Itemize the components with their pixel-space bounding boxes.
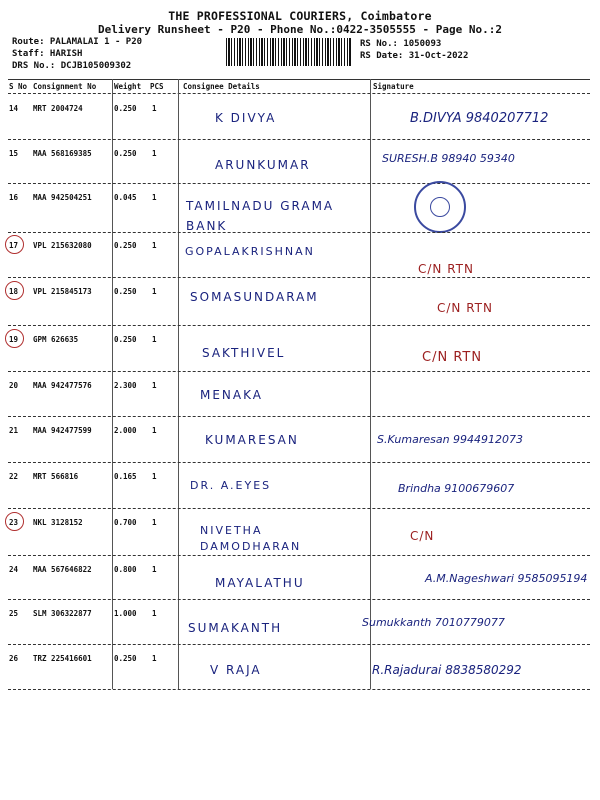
row-sno: 19	[9, 335, 19, 344]
col-sno: S No	[9, 82, 28, 91]
row-consignment: MAA 942477576	[33, 381, 92, 390]
row-sno: 21	[9, 426, 19, 435]
row-pcs: 1	[152, 193, 157, 202]
row-sno: 16	[9, 193, 19, 202]
consignee-name: NIVETHA DAMODHARAN	[200, 524, 302, 553]
row-consignment: TRZ 225416601	[33, 654, 92, 663]
signature-return-note: C/N RTN	[422, 350, 483, 365]
row-consignment: MAA 567646822	[33, 565, 92, 574]
row-weight: 2.300	[114, 381, 137, 390]
row-consignment: MAA 942477599	[33, 426, 92, 435]
row-sno: 25	[9, 609, 19, 618]
row-sno: 23	[9, 518, 19, 527]
row-rule	[8, 325, 590, 326]
header-rule	[8, 93, 590, 94]
row-rule	[8, 555, 590, 556]
consignee-name: MAYALATHU	[215, 576, 305, 590]
signature-return-note: C/N	[410, 529, 435, 543]
row-weight: 0.250	[114, 149, 137, 158]
row-pcs: 1	[152, 381, 157, 390]
col-signature: Signature	[373, 82, 414, 91]
row-sno: 18	[9, 287, 19, 296]
row-sno: 24	[9, 565, 19, 574]
meta-left	[12, 36, 142, 72]
row-weight: 0.700	[114, 518, 137, 527]
col-weight: Weight	[114, 82, 142, 91]
barcode	[226, 38, 352, 66]
consignee-name: SUMAKANTH	[188, 621, 283, 635]
row-consignment: MRT 2004724	[33, 104, 83, 113]
drs-label: DRS No.: DCJB105009302	[12, 61, 132, 71]
row-weight: 0.250	[114, 104, 137, 113]
row-weight: 1.000	[114, 609, 137, 618]
col-pcs: PCS	[150, 82, 164, 91]
row-pcs: 1	[152, 472, 157, 481]
signature: Sumukkanth 7010779077	[362, 616, 505, 629]
row-rule	[8, 232, 590, 233]
consignee-name: TAMILNADU GRAMA BANK	[186, 199, 335, 233]
row-weight: 0.250	[114, 654, 137, 663]
row-consignment: MAA 942504251	[33, 193, 92, 202]
row-sno: 22	[9, 472, 19, 481]
runsheet-subtitle: Delivery Runsheet - P20 - Phone No.:0422-3505555 - Page No.:2	[98, 23, 502, 36]
row-pcs: 1	[152, 104, 157, 113]
row-consignment: MRT 566816	[33, 472, 79, 481]
row-consignment: VPL 215845173	[33, 287, 92, 296]
row-consignment: GPM 626635	[33, 335, 79, 344]
rs-number: RS No.: 1050093	[360, 39, 442, 49]
staff-label: Staff: HARISH	[12, 49, 83, 59]
row-sno: 20	[9, 381, 19, 390]
row-weight: 0.250	[114, 335, 137, 344]
meta-right	[360, 38, 468, 62]
row-rule	[8, 508, 590, 509]
row-consignment: VPL 215632080	[33, 241, 92, 250]
row-consignment: SLM 306322877	[33, 609, 92, 618]
row-weight: 0.800	[114, 565, 137, 574]
row-rule	[8, 183, 590, 184]
signature: SURESH.B 98940 59340	[382, 152, 515, 165]
row-pcs: 1	[152, 241, 157, 250]
row-rule	[8, 644, 590, 645]
row-weight: 2.000	[114, 426, 137, 435]
row-sno: 17	[9, 241, 19, 250]
consignee-name: K DIVYA	[215, 111, 277, 125]
consignee-name: DR. A.EYES	[190, 479, 272, 492]
row-pcs: 1	[152, 518, 157, 527]
company-title: THE PROFESSIONAL COURIERS, Coimbatore	[168, 9, 432, 23]
row-rule	[8, 462, 590, 463]
row-sno: 15	[9, 149, 19, 158]
consignee-name: KUMARESAN	[205, 433, 299, 447]
signature-return-note: C/N RTN	[418, 262, 474, 276]
row-weight: 0.165	[114, 472, 137, 481]
row-rule	[8, 599, 590, 600]
consignee-name: ARUNKUMAR	[215, 158, 311, 172]
row-rule	[8, 416, 590, 417]
bank-seal-stamp	[414, 181, 466, 233]
row-pcs: 1	[152, 565, 157, 574]
route-label: Route: PALAMALAI 1 - P20	[12, 37, 143, 47]
row-weight: 0.250	[114, 287, 137, 296]
row-sno: 14	[9, 104, 19, 113]
signature: B.DIVYA 9840207712	[410, 111, 549, 126]
row-weight: 0.045	[114, 193, 137, 202]
row-pcs: 1	[152, 335, 157, 344]
table-row	[0, 511, 600, 564]
row-pcs: 1	[152, 287, 157, 296]
row-pcs: 1	[152, 149, 157, 158]
signature: R.Rajadurai 8838580292	[372, 663, 522, 677]
col-consignee: Consignee Details	[183, 82, 260, 91]
signature-return-note: C/N RTN	[437, 301, 493, 315]
signature: Brindha 9100679607	[398, 482, 515, 495]
row-sno: 26	[9, 654, 19, 663]
row-pcs: 1	[152, 426, 157, 435]
row-rule	[8, 371, 590, 372]
consignee-name: SOMASUNDARAM	[190, 290, 319, 304]
col-consignment: Consignment No	[33, 82, 97, 91]
table-top-rule	[8, 79, 590, 80]
consignee-name: MENAKA	[200, 388, 263, 402]
row-rule	[8, 139, 590, 140]
consignee-name: SAKTHIVEL	[202, 346, 286, 360]
consignee-name: GOPALAKRISHNAN	[185, 245, 315, 258]
signature: S.Kumaresan 9944912073	[377, 433, 524, 446]
row-consignment: MAA 568169385	[33, 149, 92, 158]
table-row	[0, 647, 600, 700]
row-rule	[8, 689, 590, 690]
row-weight: 0.250	[114, 241, 137, 250]
row-pcs: 1	[152, 609, 157, 618]
row-rule	[8, 277, 590, 278]
row-pcs: 1	[152, 654, 157, 663]
rs-date: RS Date: 31-Oct-2022	[360, 51, 469, 61]
consignee-name: V RAJA	[210, 663, 262, 677]
row-consignment: NKL 3128152	[33, 518, 83, 527]
signature: A.M.Nageshwari 9585095194	[425, 572, 588, 585]
